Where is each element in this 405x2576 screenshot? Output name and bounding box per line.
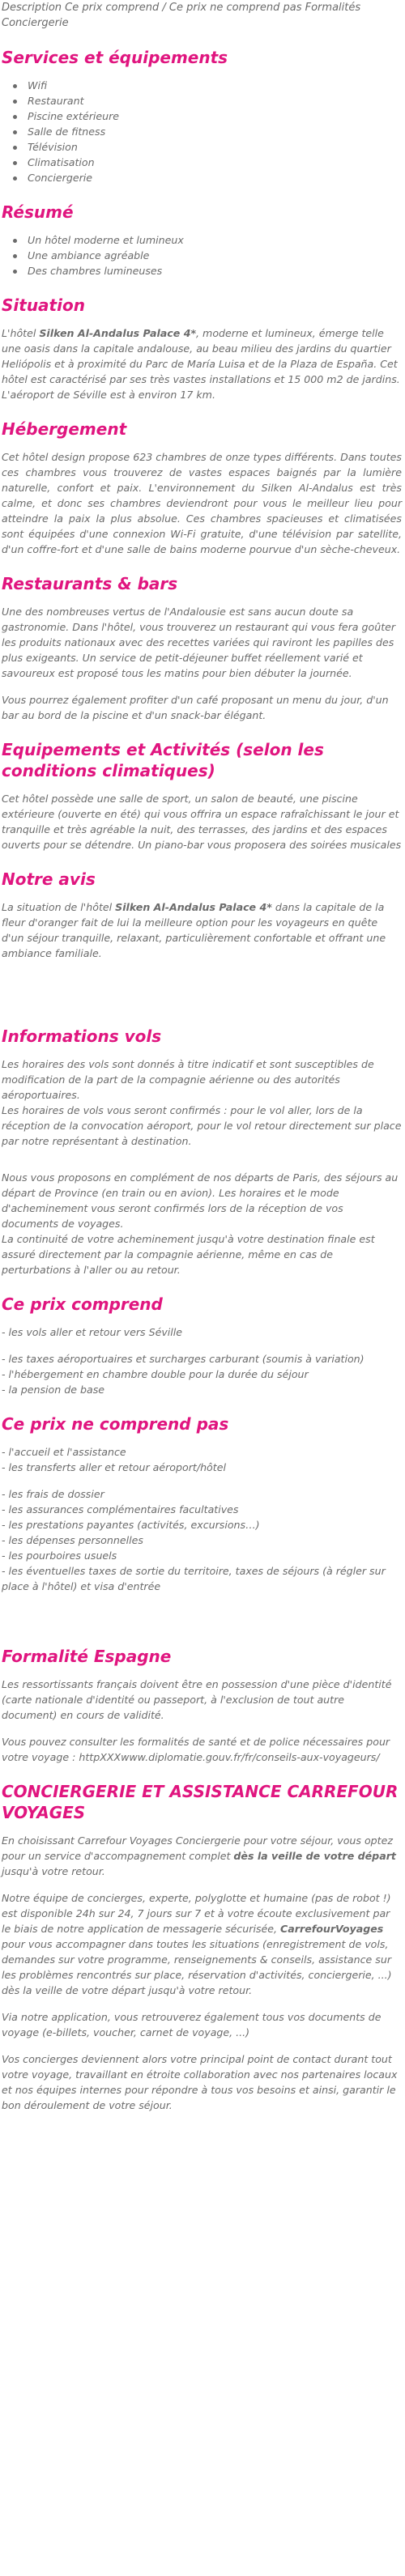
restaurants-title: Restaurants & bars: [2, 574, 178, 593]
vols-text-1: Les horaires des vols sont donnés à titre indicatif et sont susceptibles de modification de la part de la compagnie aérienne ou des autorités aéroportuaires.: [2, 1058, 374, 1101]
ne-comprend-item: - l'accueil et l'assistance: [2, 1446, 126, 1458]
conciergerie-section: [2, 1781, 402, 2113]
hebergement-text: Cet hôtel design propose 623 chambres de onze types différents. Dans toutes ces chambres vous trouverez de vastes espaces baignés par la lumière naturelle, confort et paix. L'environnement du Silken Al-Andalus est très calme, et donc ses chambres deviendront pour vous le meilleur lieu pour atteindre la paix la plus absolue. Ces chambres spacieuses et climatisées sont équipées d'une connexion Wi-Fi gratuite, d'une télévision par satellite, d'un coffre-fort et d'une salle de bains moderne pourvue d'un sèche-cheveux.: [2, 451, 402, 555]
comprend-item: - l'hébergement en chambre double pour la durée du séjour: [2, 1368, 309, 1380]
comprend-list: [2, 1324, 402, 1397]
ne-comprend-item: - les pourboires usuels: [2, 1549, 117, 1562]
hebergement-section: [2, 419, 402, 557]
resume-item: Une ambiance agréable: [28, 248, 402, 263]
vols-text-3: Nous vous proposons en complément de nos départs de Paris, des séjours au départ de Province (en train ou en avion). Les horaires et le mode d'acheminement vous seront confirmés lors de la réception de vos documents de voyages.: [2, 1171, 399, 1230]
conciergerie-text-1: En choisissant Carrefour Voyages Conciergerie pour votre séjour, vous optez pour un service d'accompagnement complet dès la veille de votre départ jusqu'à votre retour.: [2, 1834, 396, 1877]
service-item: Salle de fitness: [28, 124, 402, 139]
ne-comprend-list: [2, 1444, 402, 1594]
comprend-section: [2, 1294, 402, 1397]
restaurants-text-1: Une des nombreuses vertus de l'Andalousie est sans aucun doute sa gastronomie. Dans l'hôtel, vous trouverez un restaurant qui vous fera goûter les produits nationaux avec des recettes variées qui raviront les papilles des plus exigeants. Un service de petit-déjeuner buffet réellement varié et savoureux est proposé tous les matins pour bien débuter la journée.: [2, 606, 396, 679]
conciergerie-text-2: Notre équipe de concierges, experte, polyglotte et humaine (pas de robot !) est disponible 24h sur 24, 7 jours sur 7 et à votre écoute exclusivement par le biais de notre application de messagerie sécurisée, CarrefourVoyages pour vous accompagner dans toutes les situations (enregistrement de vols, demandes sur votre programme, renseignements & conseils, assistance sur les problèmes rencontrés sur place, réservation d'activités, conciergerie, ...) dès la veille de votre départ jusqu'à votre retour.: [2, 1892, 392, 1996]
comprend-item: - les vols aller et retour vers Séville: [2, 1326, 183, 1338]
conciergerie-text-3: Via notre application, vous retrouverez également tous vos documents de voyage (e-billets, voucher, carnet de voyage, ...): [2, 2011, 382, 2038]
resume-title: Résumé: [2, 202, 74, 222]
resume-item: Des chambres lumineuses: [28, 263, 402, 278]
restaurants-text-2: Vous pourrez également profiter d'un café proposant un menu du jour, d'un bar au bord de la piscine et d'un snack-bar élégant.: [2, 694, 389, 721]
breadcrumb: Description Ce prix comprend / Ce prix ne comprend pas Formalités Conciergerie: [2, 2, 361, 29]
section-spacer: [2, 972, 402, 1010]
conciergerie-title: CONCIERGERIE ET ASSISTANCE CARREFOUR VOYAGES: [2, 1782, 399, 1822]
formalite-text-2: Vous pouvez consulter les formalités de santé et de police nécessaires pour votre voyage : httpXXXwww.diplomatie.gouv.fr/fr/conseils-aux-voyageurs/: [2, 1736, 390, 1763]
formalite-section: [2, 1646, 402, 1765]
ne-comprend-section: [2, 1413, 402, 1594]
resume-list: [2, 232, 402, 278]
service-item: Piscine extérieure: [28, 108, 402, 124]
ne-comprend-item: - les frais de dossier: [2, 1488, 104, 1500]
hebergement-title: Hébergement: [2, 419, 127, 439]
situation-text: L'hôtel Silken Al-Andalus Palace 4*, moderne et lumineux, émerge telle une oasis dans la capitale andalouse, au beau milieu des jardins du quartier Heliópolis et à proximité du Parc de María Luisa et de la Plaza de España. Cet hôtel est caractérisé par ses très vastes installations et 15 000 m2 de jardins. L'aéroport de Séville est à environ 17 km.: [2, 327, 400, 401]
conciergerie-text-4: Vos concierges deviennent alors votre principal point de contact durant tout votre voyage, travaillant en étroite collaboration avec nos partenaires locaux et nos équipes internes pour répondre à tous vos besoins et ainsi, garantir le bon déroulement de votre séjour.: [2, 2053, 398, 2111]
hotel-name: Silken Al-Andalus Palace 4*: [115, 901, 272, 913]
services-section: [2, 47, 402, 185]
equipements-title: Equipements et Activités (selon les conditions climatiques): [2, 740, 324, 780]
avis-text: La situation de l'hôtel Silken Al-Andalus Palace 4* dans la capitale de la fleur d'oranger fait de lui la meilleure option pour les voyageurs en quête d'un séjour tranquille, relaxant, particulièrement confortable et offrant une ambiance familiale.: [2, 901, 386, 959]
app-name: CarrefourVoyages: [280, 1923, 384, 1935]
service-item: Wifi: [28, 78, 402, 93]
service-item: Télévision: [28, 139, 402, 155]
formalite-title: Formalité Espagne: [2, 1647, 172, 1666]
formalite-text-1: Les ressortissants français doivent être en possession d'une pièce d'identité (carte nationale d'identité ou passeport, à l'exclusion de tout autre document) en cours de validité.: [2, 1678, 392, 1721]
resume-section: [2, 202, 402, 278]
avis-title: Notre avis: [2, 869, 96, 889]
vols-section: [2, 1026, 402, 1277]
comprend-item: - la pension de base: [2, 1384, 105, 1396]
comprend-title: Ce prix comprend: [2, 1294, 163, 1314]
situation-section: [2, 295, 402, 402]
service-item: Conciergerie: [28, 170, 402, 185]
ne-comprend-item: - les transferts aller et retour aéroport/hôtel: [2, 1461, 226, 1473]
ne-comprend-item: - les prestations payantes (activités, excursions…): [2, 1519, 260, 1531]
hotel-name: Silken Al-Andalus Palace 4*: [39, 327, 197, 339]
vols-title: Informations vols: [2, 1027, 162, 1046]
ne-comprend-item: - les dépenses personnelles: [2, 1534, 143, 1546]
comprend-item: - les taxes aéroportuaires et surcharges carburant (soumis à variation): [2, 1353, 364, 1365]
avis-section: [2, 869, 402, 961]
restaurants-section: [2, 573, 402, 723]
services-list: [2, 78, 402, 185]
equipements-section: [2, 739, 402, 852]
situation-title: Situation: [2, 295, 85, 315]
ne-comprend-item: - les assurances complémentaires facultatives: [2, 1503, 239, 1515]
services-title: Services et équipements: [2, 48, 228, 67]
section-spacer: [2, 1605, 402, 1630]
resume-item: Un hôtel moderne et lumineux: [28, 232, 402, 248]
equipements-text: Cet hôtel possède une salle de sport, un salon de beauté, une piscine extérieure (ouverte en été) qui vous offrira un espace rafraîchissant le jour et tranquille et très agréable la nuit, des terrasses, des jardins et des espaces ouverts pour se détendre. Un piano-bar vous proposera des soirées musicales: [2, 793, 402, 851]
vols-text-4: La continuité de votre acheminement jusqu'à votre destination finale est assuré directement par la compagnie aérienne, même en cas de perturbations à l'aller ou au retour.: [2, 1233, 375, 1276]
ne-comprend-item: - les éventuelles taxes de sortie du territoire, taxes de séjours (à régler sur place à l'hôtel) et visa d'entrée: [2, 1565, 386, 1592]
service-item: Climatisation: [28, 155, 402, 170]
vols-text-2: Les horaires de vols vous seront confirmés : pour le vol aller, lors de la réception de la convocation aéroport, pour le vol retour directement sur place par notre représentant à destination.: [2, 1104, 402, 1147]
service-item: Restaurant: [28, 93, 402, 108]
ne-comprend-title: Ce prix ne comprend pas: [2, 1414, 229, 1434]
